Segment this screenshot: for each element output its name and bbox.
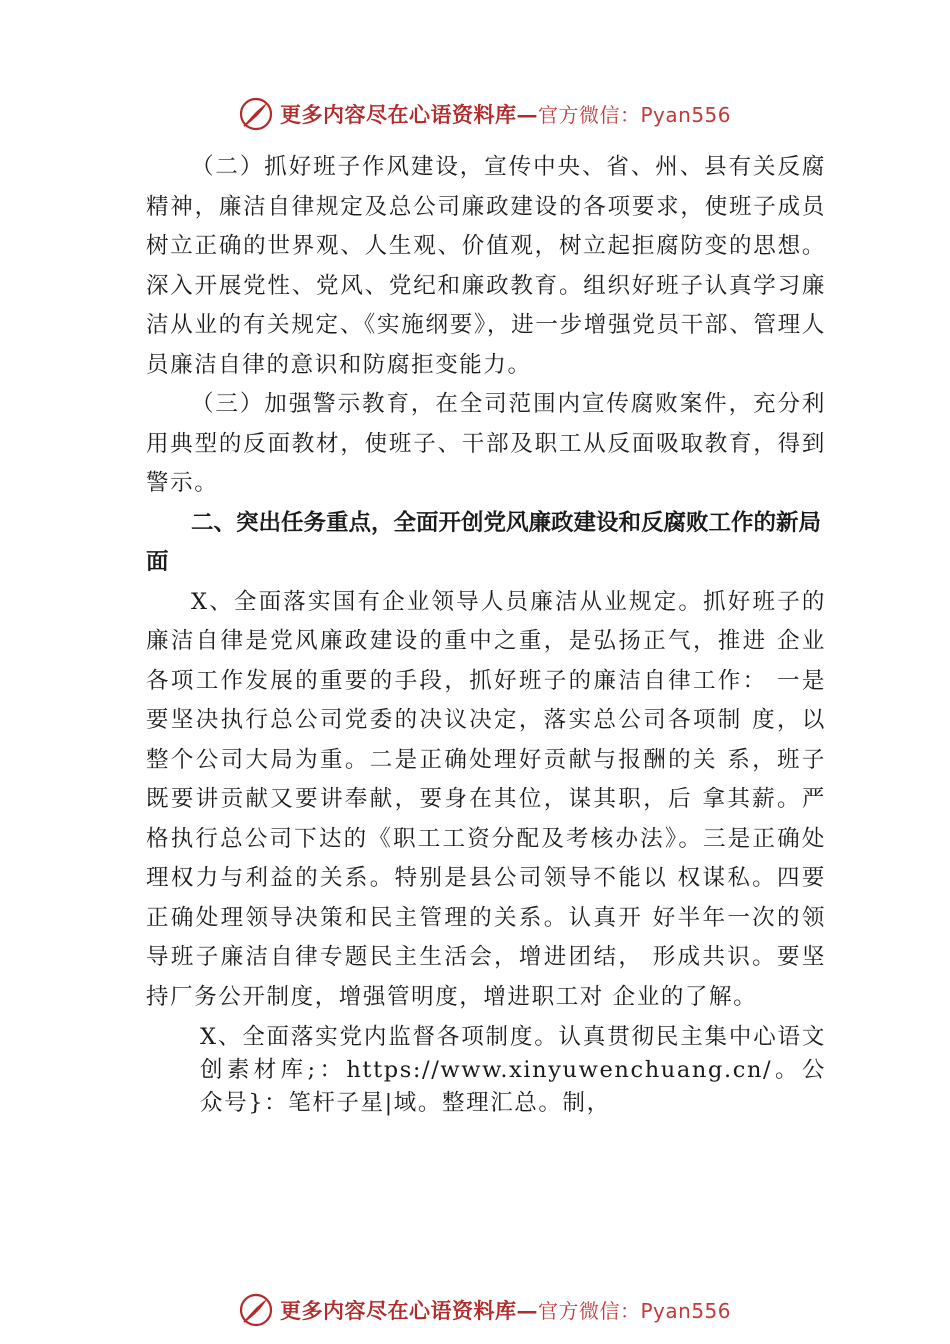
paragraph-2: （二）抓好班子作风建设，宣传中央、省、州、县有关反腐精神，廉洁自律规定及总公司廉政建设的各项要求，使班子成员树立正确的世界观、人生观、价值观，树立起拒腐防变的思想。深入开展党性、党风、党纪和廉政教育。组织好班子认真学习廉洁从业的有关规定、《实施纲要》，进一步增强党员干部、管理人员廉洁自律的意识和防腐拒变能力。	[146, 154, 826, 378]
banner-separator: —	[516, 1298, 538, 1323]
banner-title: 更多内容尽在心语资料库	[280, 1298, 517, 1323]
paragraph-x2: X、全面落实党内监督各项制度。认真贯彻民主集中心语文创素材库;：https://www.xinyuwenchuang.cn/。公众号}：笔杆子星|域。整理汇总。制，	[200, 1024, 826, 1116]
quill-pen-logo-icon	[238, 96, 274, 132]
banner-text	[280, 1295, 731, 1325]
paragraph-3: （三）加强警示教育，在全司范围内宣传腐败案件，充分利用典型的反面教材，使班子、干部及职工从反面吸取教育，得到警示。	[146, 391, 826, 496]
footer-banner	[238, 1290, 731, 1330]
banner-contact-id: Pyan556	[640, 103, 732, 127]
header-banner	[238, 94, 731, 134]
section-heading: 二、突出任务重点，全面开创党风廉政建设和反腐败工作的新局面	[146, 509, 822, 575]
banner-separator: —	[516, 102, 538, 127]
banner-text	[280, 99, 731, 129]
banner-contact-label: 官方微信：	[538, 1299, 641, 1323]
banner-contact-id: Pyan556	[640, 1299, 732, 1323]
quill-pen-logo-icon	[238, 1292, 274, 1328]
paragraph-x1: X、全面落实国有企业领导人员廉洁从业规定。抓好班子的廉洁自律是党风廉政建设的重中之重，是弘扬正气，推进 企业各项工作发展的重要的手段，抓好班子的廉洁自律工作： 一是要坚决执行总公司党委的决议决定，落实总公司各项制 度，以整个公司大局为重。二是正确处理好贡献与报酬的关 系，班子既要讲贡献又要讲奉献，要身在其位，谋其职，后 拿其薪。严格执行总公司下达的《职工工资分配及考核办法》。三是正确处理权力与利益的关系。特别是县公司领导不能以 权谋私。四要正确处理领导决策和民主管理的关系。认真开 好半年一次的领导班子廉洁自律专题民主生活会，增进团结， 形成共识。要坚持厂务公开制度，增强管明度，增进职工对 企业的了解。	[146, 588, 826, 1010]
document-body	[146, 148, 826, 1120]
banner-contact-label: 官方微信：	[538, 103, 641, 127]
banner-title: 更多内容尽在心语资料库	[280, 102, 517, 127]
